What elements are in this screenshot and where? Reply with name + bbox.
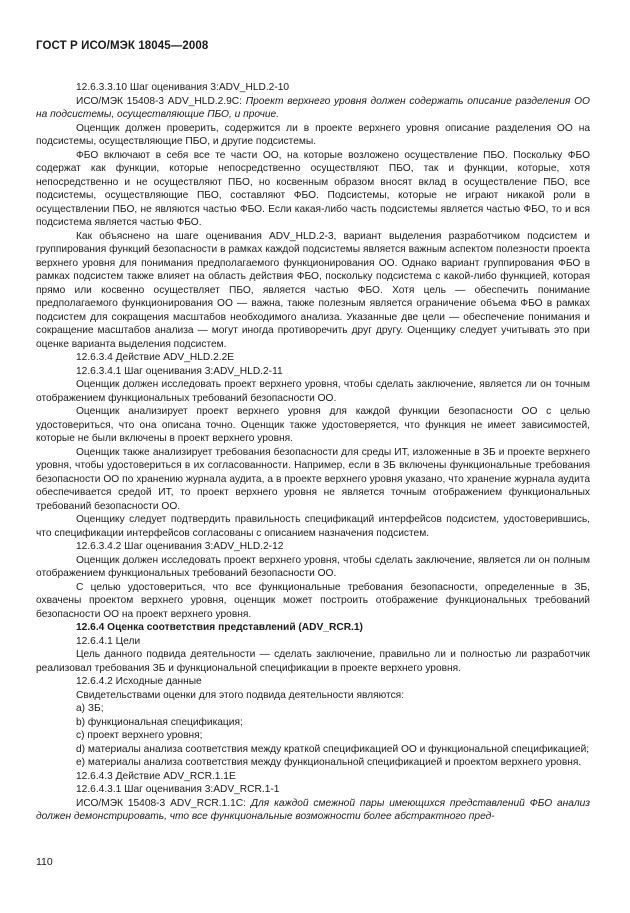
paragraph — [36, 95, 590, 122]
paragraph: Оценщик должен исследовать проект верхнего уровня, чтобы сделать заключение, является ли он полным отображением функциональных требований безопасности ОО. — [36, 554, 590, 579]
paragraph: ФБО включают в себя все те части ОО, на которые возложено осуществление ПБО. Поскольку ФБО содержат как функции, которые непосредственно осуществляют ПБО, так и функции, которые, хотя непосредственно и не осуществляют ПБО, но косвенным образом вносят вклад в осуществление ПБО, все подсистемы, осуществляющие ПБО, составляют ФБО. Подсистемы, которые не играют никакой роли в осуществлении ПБО, не являются частью ФБО. Если какая-либо часть подсистемы является частью ФБО, то и вся подсистема является частью ФБО. — [36, 149, 590, 228]
paragraph: 12.6.3.4 Действие ADV_HLD.2.2E — [76, 352, 235, 363]
paragraph-italic: Для каждой смежной пары имеющихся представлений ФБО анализ должен демонстрировать, что все функциональные возможности более абстрактного пред- — [36, 797, 590, 822]
paragraph — [36, 797, 590, 824]
paragraph: 12.6.3.4.1 Шаг оценивания 3:ADV_HLD.2-11 — [76, 365, 283, 377]
paragraph: 12.6.4.3 Действие ADV_RCR.1.1E — [76, 770, 236, 782]
paragraph: Оценщик должен исследовать проект верхнего уровня, чтобы сделать заключение, является ли он точным отображением функциональных требований безопасности ОО. — [36, 379, 590, 404]
paragraph: Как объяснено на шаге оценивания ADV_HLD.2-3, вариант выделения разработчиком подсистем и группирования функций безопасности в рамках каждой подсистемы является важным аспектом полезности проекта верхнего уровня для понимания предполагаемого функционирования ОО. Однако вариант группирования ФБО в рамках подсистем также влияет на область действия ФБО, поскольку подсистема с какой-либо функцией, которая прямо или косвенно осуществляет ПБО, является частью ФБО. Хотя цель — обеспечить понимание предполагаемого функционирования ОО — важна, также полезным является ограничение объема ФБО в рамках подсистем для сокращения масштабов необходимого анализа. Указанные две цели — обеспечение понимания и сокращение масштабов анализа — могут иногда противоречить друг другу. Оценщику следует учитывать это при оценке варианта выделения подсистем. — [36, 230, 590, 350]
paragraph: 12.6.3.3.10 Шаг оценивания 3:ADV_HLD.2-10 — [76, 82, 290, 93]
list-item: d) материалы анализа соответствия между краткой спецификацией ОО и функциональной спецификацией; — [76, 743, 590, 755]
paragraph: Оценщик анализирует проект верхнего уровня для каждой функции безопасности ОО с целью удостовериться, что она описана точно. Оценщик также удостоверяется, что функция не имеет зависимостей, которые не были включены в проект верхнего уровня. — [36, 406, 590, 444]
section-heading: 12.6.4 Оценка соответствия представлений (ADV_RCR.1) — [76, 622, 363, 633]
list-item: c) проект верхнего уровня; — [76, 730, 203, 741]
document-body — [36, 81, 590, 824]
paragraph: 12.6.4.3.1 Шаг оценивания 3:ADV_RCR.1-1 — [76, 784, 280, 795]
list-item: e) материалы анализа соответствия между функциональной спецификацией и проектом верхнего уровня. — [76, 757, 582, 768]
paragraph-italic: Проект верхнего уровня должен содержать описание разделения ОО на подсистемы, осуществляющие ПБО, и прочие. — [36, 95, 590, 120]
paragraph-lead: ИСО/МЭК 15408-3 ADV_RCR.1.1С: — [76, 797, 251, 809]
paragraph: Оценщик также анализирует требования безопасности для среды ИТ, изложенные в ЗБ и проекте верхнего уровня, чтобы удостовериться в их согласованности. Например, если в ЗБ включены функциональные требования безопасности ОО по хранению журнала аудита, а в проекте верхнего уровня указано, что хранение журнала аудита обеспечивается средой ИТ, то проект верхнего уровня не является точным отображением функциональных требований безопасности ОО. — [36, 446, 590, 512]
paragraph: Свидетельствами оценки для этого подвида деятельности являются: — [76, 689, 405, 701]
paragraph: 12.6.4.1 Цели — [76, 635, 141, 647]
paragraph: 12.6.3.4.2 Шаг оценивания 3:ADV_HLD.2-12 — [76, 541, 284, 552]
paragraph: С целью удостовериться, что все функциональные требования безопасности, определенные в ЗБ, охвачены проектом верхнего уровня, оценщик может построить отображение функциональных требований безопасности ОО на проект верхнего уровня. — [36, 581, 590, 620]
paragraph: 12.6.4.2 Исходные данные — [76, 676, 202, 687]
document-header: ГОСТ Р ИСО/МЭК 18045—2008 — [36, 40, 209, 52]
list-item: b) функциональная спецификация; — [76, 716, 243, 728]
paragraph-lead: ИСО/МЭК 15408-3 ADV_HLD.2.9С: — [76, 95, 246, 107]
paragraph: Цель данного подвида деятельности — сделать заключение, правильно ли и полностью ли разработчик реализовал требования ЗБ и функциональной спецификации в проекте верхнего уровня. — [36, 649, 590, 674]
paragraph: Оценщик должен проверить, содержится ли в проекте верхнего уровня описание разделения ОО на подсистемы, осуществляющие ПБО, и другие подсистемы. — [36, 122, 590, 147]
list-item: a) ЗБ; — [76, 703, 104, 714]
paragraph: Оценщику следует подтвердить правильность спецификаций интерфейсов подсистем, удостоверившись, что спецификации интерфейсов согласованы с описанием назначения подсистем. — [36, 514, 590, 539]
page-number: 110 — [36, 856, 53, 868]
